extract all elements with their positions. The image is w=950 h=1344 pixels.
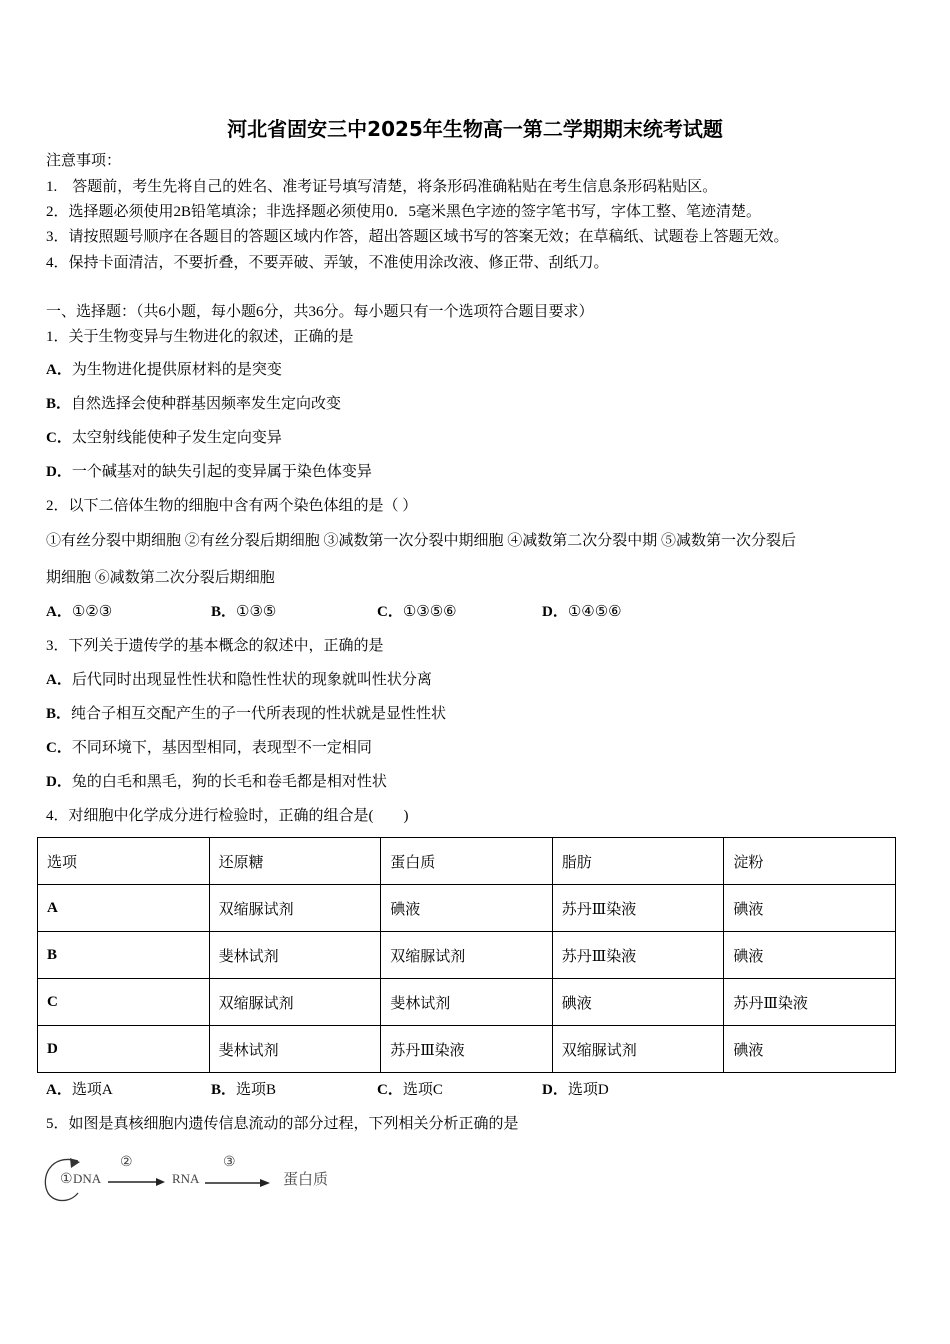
arrowhead [156, 1178, 165, 1186]
notice-heading: 注意事项： [46, 153, 122, 169]
option-letter: A． [46, 672, 72, 688]
arrowhead [70, 1158, 80, 1168]
table-row [38, 1026, 896, 1073]
q1-option-b [46, 394, 341, 414]
table-cell: 选项 [38, 838, 210, 885]
option-text: 不同环境下，基因型相同，表现型不一定相同 [71, 740, 372, 756]
table-cell: D [38, 1026, 210, 1073]
option-text: ①②③ [71, 604, 113, 620]
option-text: 后代同时出现显性性状和隐性性状的现象就叫性状分离 [71, 672, 432, 688]
table-cell: 碘液 [724, 932, 896, 979]
q2-stem: 2．以下二倍体生物的细胞中含有两个染色体组的是（ ） [46, 498, 418, 514]
table-cell: 还原糖 [209, 838, 381, 885]
q4-option-d [542, 1080, 609, 1100]
q2-option-b [211, 602, 276, 622]
option-text: ①④⑤⑥ [567, 604, 622, 620]
table-cell: 斐林试剂 [209, 1026, 381, 1073]
label-3: ③ [223, 1155, 236, 1170]
table-header-row [38, 838, 896, 885]
option-text: 选项D [567, 1082, 609, 1098]
option-text: 选项B [236, 1082, 277, 1098]
option-text: 兔的白毛和黑毛，狗的长毛和卷毛都是相对性状 [71, 774, 387, 790]
table-cell: 苏丹Ⅲ染液 [381, 1026, 553, 1073]
table-cell: B [38, 932, 210, 979]
notice-item: 2．选择题必须使用2B铅笔填涂；非选择题必须使用0．5毫米黑色字迹的签字笔书写，字体工整、笔迹清楚。 [46, 204, 762, 220]
table-cell: 双缩脲试剂 [552, 1026, 724, 1073]
table-cell: C [38, 979, 210, 1026]
table-cell: 脂肪 [552, 838, 724, 885]
table-cell: 蛋白质 [381, 838, 553, 885]
option-text: 选项A [71, 1082, 113, 1098]
table-cell: A [38, 885, 210, 932]
q4-option-b [211, 1080, 276, 1100]
table-cell: 苏丹Ⅲ染液 [552, 932, 724, 979]
table-cell: 双缩脲试剂 [209, 885, 381, 932]
option-letter: C． [377, 1082, 403, 1098]
table-cell: 淀粉 [724, 838, 896, 885]
table-cell: 斐林试剂 [209, 932, 381, 979]
option-letter: A． [46, 604, 72, 620]
q4-option-a [46, 1080, 113, 1100]
q4-option-c [377, 1080, 443, 1100]
label-protein: 蛋白质 [283, 1172, 329, 1188]
label-rna: RNA [172, 1171, 200, 1186]
q2-line1: ①有丝分裂中期细胞 ②有丝分裂后期细胞 ③减数第一次分裂中期细胞 ④减数第二次分裂中期 ⑤减数第一次分裂后 [46, 533, 797, 549]
table-cell: 碘液 [552, 979, 724, 1026]
option-text: ①③⑤⑥ [402, 604, 457, 620]
q3-option-d [46, 772, 387, 792]
option-letter: D． [46, 774, 72, 790]
option-letter: D． [542, 604, 568, 620]
q2-option-c [377, 602, 457, 622]
option-letter: B． [211, 604, 237, 620]
option-letter: A． [46, 362, 72, 378]
option-letter: B． [46, 706, 72, 722]
table-cell: 碘液 [724, 885, 896, 932]
q5-stem: 5．如图是真核细胞内遗传信息流动的部分过程，下列相关分析正确的是 [46, 1116, 519, 1132]
table-cell: 双缩脲试剂 [209, 979, 381, 1026]
option-letter: D． [46, 464, 72, 480]
q2-option-d [542, 602, 622, 622]
label-2: ② [120, 1155, 133, 1170]
q3-option-b [46, 704, 446, 724]
table-row [38, 932, 896, 979]
reagent-table [37, 837, 896, 1073]
section-heading: 一、选择题：（共6小题，每小题6分，共36分。每小题只有一个选项符合题目要求） [46, 304, 594, 320]
notice-item: 3．请按照题号顺序在各题目的答题区域内作答，超出答题区域书写的答案无效；在草稿纸、试题卷上答题无效。 [46, 229, 789, 245]
table-row [38, 979, 896, 1026]
option-letter: C． [46, 740, 72, 756]
q3-option-c [46, 738, 372, 758]
notice-item: 1. 答题前，考生先将自己的姓名、准考证号填写清楚，将条形码准确粘贴在考生信息条形码粘贴区。 [46, 179, 718, 195]
table-cell: 斐林试剂 [381, 979, 553, 1026]
option-text: 一个碱基对的缺失引起的变异属于染色体变异 [71, 464, 372, 480]
q1-option-a [46, 360, 282, 380]
table-cell: 苏丹Ⅲ染液 [724, 979, 896, 1026]
table-cell: 碘液 [724, 1026, 896, 1073]
table-cell: 双缩脲试剂 [381, 932, 553, 979]
q3-option-a [46, 670, 432, 690]
q2-option-a [46, 602, 112, 622]
option-letter: C． [46, 430, 72, 446]
option-letter: D． [542, 1082, 568, 1098]
gene-flow-diagram [40, 1148, 350, 1208]
option-text: ①③⑤ [236, 604, 277, 620]
option-text: 选项C [402, 1082, 443, 1098]
q1-stem: 1．关于生物变异与生物进化的叙述，正确的是 [46, 329, 354, 345]
table-row [38, 885, 896, 932]
page-title: 河北省固安三中2025年生物高一第二学期期末统考试题 [227, 117, 723, 141]
option-letter: B． [211, 1082, 237, 1098]
q3-stem: 3．下列关于遗传学的基本概念的叙述中，正确的是 [46, 638, 384, 654]
q2-line2: 期细胞 ⑥减数第二次分裂后期细胞 [46, 570, 275, 586]
option-letter: A． [46, 1082, 72, 1098]
label-1: ① [60, 1172, 73, 1187]
option-text: 自然选择会使种群基因频率发生定向改变 [71, 396, 342, 412]
table-cell: 碘液 [381, 885, 553, 932]
q4-stem: 4．对细胞中化学成分进行检验时，正确的组合是( ) [46, 808, 409, 824]
option-letter: C． [377, 604, 403, 620]
q1-option-c [46, 428, 282, 448]
notice-item: 4．保持卡面清洁，不要折叠，不要弄破、弄皱，不准使用涂改液、修正带、刮纸刀。 [46, 255, 609, 271]
label-dna: DNA [73, 1171, 102, 1186]
option-text: 为生物进化提供原材料的是突变 [71, 362, 282, 378]
q1-option-d [46, 462, 372, 482]
option-text: 太空射线能使种子发生定向变异 [71, 430, 282, 446]
option-letter: B． [46, 396, 72, 412]
arrowhead [260, 1179, 270, 1187]
table-cell: 苏丹Ⅲ染液 [552, 885, 724, 932]
option-text: 纯合子相互交配产生的子一代所表现的性状就是显性性状 [71, 706, 447, 722]
